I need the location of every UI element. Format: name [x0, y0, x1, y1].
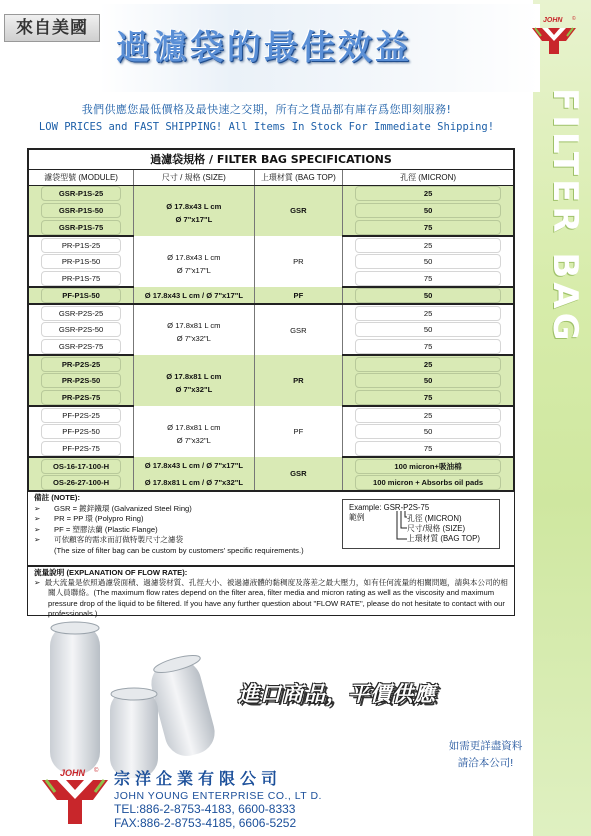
svg-text:©: © [572, 16, 576, 22]
bag-top-cell: GSR [254, 457, 343, 491]
micron-cell: 25 [355, 408, 501, 423]
note-item: ➢ GSR = 鍍鋅鐵環 (Galvanized Steel Ring) [34, 503, 192, 513]
micron-cell: 75 [355, 339, 501, 354]
bag-top-cell: PF [254, 287, 343, 304]
example-line-bag-top: 上環材質 (BAG TOP) [407, 534, 480, 543]
logo-text: JOHN [60, 768, 86, 778]
table-row [28, 185, 514, 202]
size-cm: Ø 17.8x43 L cm [166, 201, 222, 211]
size-inch: Ø 7"x17"L [175, 214, 213, 224]
table-row [28, 406, 514, 423]
size-cell: Ø 17.8x81 L cm / Ø 7"x32"L [134, 474, 254, 491]
micron-cell: 25 [355, 186, 501, 201]
slogan: 進口商品，平價供應 [238, 682, 436, 706]
size-cm: Ø 17.8x43 L cm [167, 252, 221, 262]
intro-chinese: 我們供應您最低價格及最快速之交期，所有之貨品都有庫存爲您即刻服務! [81, 103, 452, 116]
module-cell: GSR-P2S-75 [41, 339, 121, 354]
size-cm: Ø 17.8x81 L cm [167, 422, 221, 432]
notes-section [27, 491, 515, 566]
more-info-note: 如需更詳盡資料 請洽本公司! [448, 740, 523, 769]
size-cell: Ø 17.8x43 L cm / Ø 7"x17"L [134, 457, 254, 474]
micron-cell: 100 micron+吸油棉 [355, 459, 501, 474]
spec-table [27, 148, 515, 492]
example-line-size: 尺寸/規格 (SIZE) [407, 524, 466, 533]
module-cell: PF-P2S-25 [41, 408, 121, 423]
table-row [28, 457, 514, 474]
size-cm: Ø 17.8x81 L cm [166, 371, 222, 381]
micron-cell: 25 [355, 306, 501, 321]
micron-cell: 50 [355, 424, 501, 439]
flow-heading: 流量說明 (EXPLANATION OF FLOW RATE): [34, 568, 188, 577]
micron-cell: 75 [355, 390, 501, 405]
john-logo-icon [38, 766, 112, 828]
logo-text: JOHN [543, 17, 563, 24]
module-cell: GSR-P2S-50 [41, 322, 121, 337]
example-line-micron: 孔徑 (MICRON) [407, 514, 462, 523]
module-cell: PR-P1S-25 [41, 238, 121, 253]
module-cell: PF-P1S-50 [41, 288, 121, 303]
table-row [28, 304, 514, 321]
bag-top-cell: GSR [254, 304, 343, 355]
bag-top-cell: PF [254, 406, 343, 457]
table-title: 過濾袋規格 / FILTER BAG SPECIFICATIONS [28, 149, 514, 169]
example-box [342, 499, 500, 549]
col-header-module: 濾袋型號 (MODULE) [28, 169, 134, 185]
module-cell: PF-P2S-75 [41, 441, 121, 456]
module-cell: OS-26-27-100-H [41, 475, 121, 490]
module-cell: PR-P1S-75 [41, 271, 121, 286]
micron-cell: 100 micron + Absorbs oil pads [355, 475, 501, 490]
arrow-bullet-icon: ➢ [34, 524, 41, 534]
john-logo-icon [529, 14, 579, 58]
micron-cell: 50 [355, 373, 501, 388]
col-header-bag-top: 上環材質 (BAG TOP) [254, 169, 343, 185]
module-cell: PR-P2S-25 [41, 357, 121, 372]
page-title: 過濾袋的最佳效益 [116, 28, 412, 68]
example-sub: 範例 [349, 513, 365, 522]
size-cm: Ø 17.8x81 L cm [167, 321, 221, 330]
size-inch: Ø 7"x32"L [176, 334, 211, 343]
arrow-bullet-icon: ➢ [34, 578, 45, 588]
module-cell: PR-P1S-50 [41, 254, 121, 269]
header-banner [0, 0, 533, 92]
module-cell: GSR-P1S-25 [41, 186, 121, 201]
micron-cell: 50 [355, 254, 501, 269]
micron-cell: 50 [355, 322, 501, 337]
micron-cell: 75 [355, 220, 501, 235]
table-row [28, 287, 514, 304]
company-fax: FAX:886-2-8753-4185, 6606-5252 [114, 816, 297, 830]
size-inch: Ø 7"x17"L [176, 265, 211, 275]
vertical-filter-bag-title: FILTER BAG [545, 88, 585, 345]
notes-heading: 備註 (NOTE): [34, 493, 80, 502]
origin-tag: 來自美國 [4, 14, 100, 42]
company-tel: TEL:886-2-8753-4183, 6600-8333 [114, 802, 296, 816]
micron-cell: 50 [355, 203, 501, 218]
micron-cell: 25 [355, 238, 501, 253]
bag-top-cell: PR [254, 236, 343, 287]
table-row [28, 355, 514, 372]
company-name-zh: 宗洋企業有限公司 [114, 769, 283, 788]
bag-top-cell: PR [254, 355, 343, 406]
micron-cell: 50 [355, 288, 501, 303]
bag-top-cell: GSR [254, 185, 343, 236]
company-info [114, 766, 322, 830]
module-cell: PF-P2S-50 [41, 424, 121, 439]
intro-english: LOW PRICES and FAST SHIPPING! All Items In Stock For Immediate Shipping! [38, 121, 495, 133]
module-cell: OS-16-17-100-H [41, 459, 121, 474]
col-header-size: 尺寸 / 規格 (SIZE) [134, 169, 254, 185]
note-item: ➢ PF = 塑膠法蘭 (Plastic Flange) [34, 524, 158, 534]
table-row [28, 236, 514, 253]
size-cell: Ø 17.8x43 L cm / Ø 7"x17"L [134, 287, 254, 304]
module-cell: PR-P2S-75 [41, 390, 121, 405]
company-name-en: JOHN YOUNG ENTERPRISE CO., LT D. [114, 790, 322, 802]
micron-cell: 75 [355, 271, 501, 286]
size-inch: Ø 7"x32"L [176, 435, 211, 445]
svg-text:©: © [94, 768, 99, 774]
micron-cell: 25 [355, 357, 501, 372]
arrow-bullet-icon: ➢ [34, 514, 41, 524]
module-cell: GSR-P1S-75 [41, 220, 121, 235]
arrow-bullet-icon: ➢ [34, 503, 41, 513]
flow-rate-section [27, 566, 515, 616]
col-header-micron: 孔徑 (MICRON) [343, 169, 514, 185]
custom-note-english: (The size of filter bag can be custom by customers' specific requirements.) [54, 545, 304, 555]
module-cell: PR-P2S-50 [41, 373, 121, 388]
example-label: Example: GSR-P2S-75 [349, 503, 430, 512]
module-cell: GSR-P2S-25 [41, 306, 121, 321]
flow-text: ➢ 最大流量是依照過濾袋面積、過濾袋材質、孔徑大小、被過濾液體的黏稠度及落差之最大壓力，如有任何流量的相關問題，請與本公司的相關人員聯絡。(The maximum flow rates depend on the filter area, filter media and micron rating as well as the viscosity and maximum pressure drop of the liquid to be filtered. If you have any further question about "FLOW RATE", please do not hesitate to contact with our professionals.) [34, 578, 508, 618]
filter-bags-image [30, 620, 240, 780]
note-item: ➢ 可依顧客的需求而訂做特製尺寸之濾袋 [34, 535, 184, 545]
module-cell: GSR-P1S-50 [41, 203, 121, 218]
size-inch: Ø 7"x32"L [175, 384, 213, 394]
note-item: ➢ PR = PP 環 (Polypro Ring) [34, 514, 144, 524]
micron-cell: 75 [355, 441, 501, 456]
arrow-bullet-icon: ➢ [34, 535, 41, 545]
